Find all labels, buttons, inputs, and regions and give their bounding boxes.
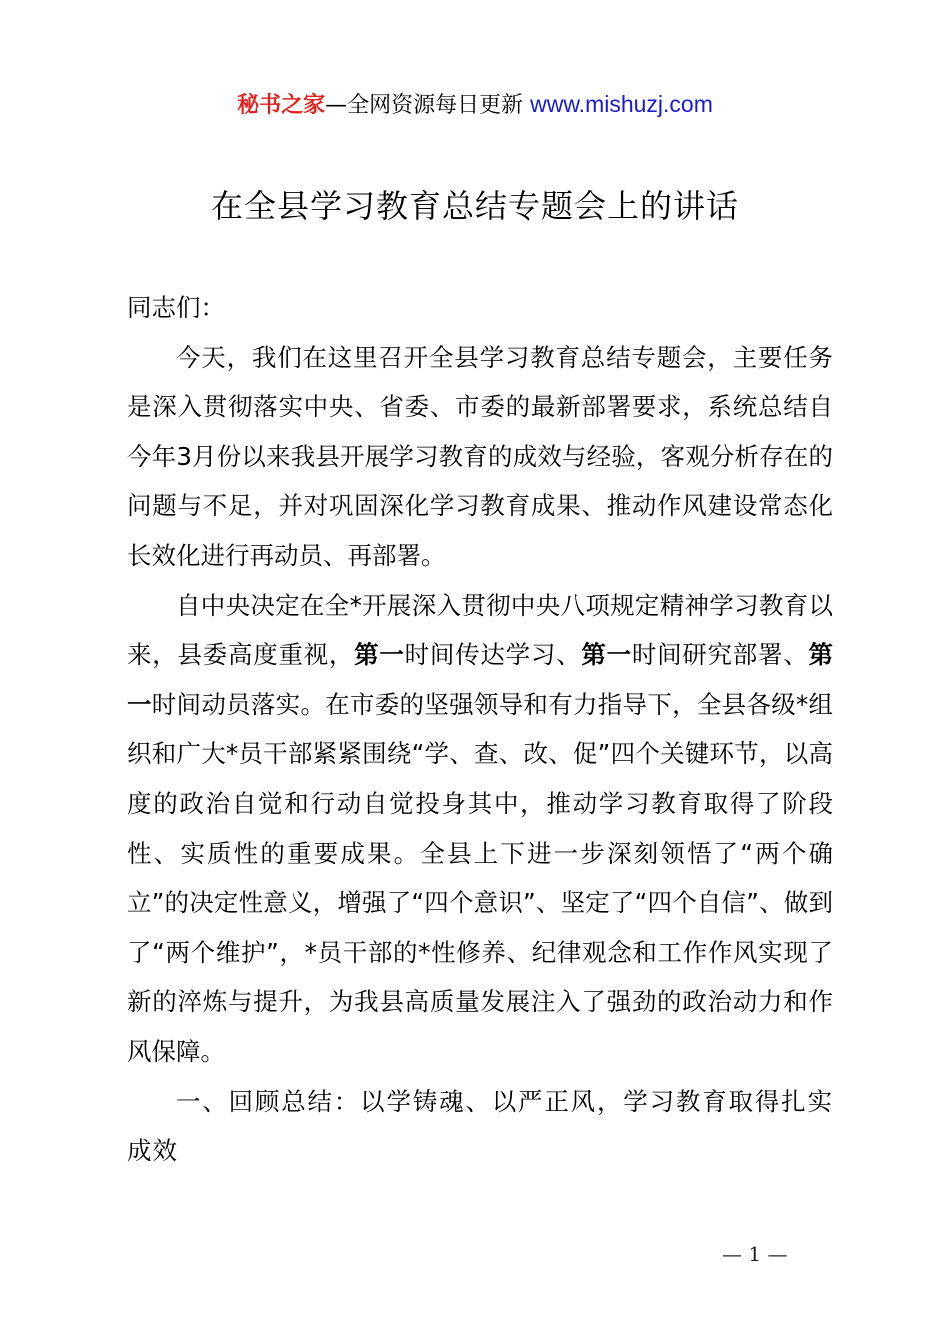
paragraph-opening: 今天，我们在这里召开全县学习教育总结专题会，主要任务是深入贯彻落实中央、省委、市委的最新部署要求，系统总结自今年3月份以来我县开展学习教育的成效与经验，客观分析存在的问题与不足，并对巩固深化学习教育成果、推动作风建设常态化长效化进行再动员、再部署。 <box>127 342 833 570</box>
page-number: — 1 — <box>722 1242 788 1266</box>
salutation: 同志们： <box>127 293 225 322</box>
emphasis-first-3: 第一 <box>127 640 834 719</box>
site-brand: 秘书之家 <box>237 93 326 118</box>
paragraph-achievements <box>127 581 833 1077</box>
site-tagline: —全网资源每日更新 <box>325 93 524 118</box>
document-body <box>127 283 833 1176</box>
paragraph-achievements-part-1: 自中央决定在全*开展深入贯彻中央八项规定精神学习教育以来，县委高度重视， <box>127 590 833 670</box>
paragraph-achievements-part-4: 时间动员落实。在市委的坚强领导和有力指导下，全县各级*组织和广大*员干部紧紧围绕“学、查、改、促”四个关键环节，以高度的政治自觉和行动自觉投身其中，推动学习教育取得了阶段性、实质性的重要成果。全县上下进一步深刻领悟了“两个确立”的决定性意义，增强了“四个意识”、坚定了“四个自信”、做到了“两个维护”，*员干部的*性修养、纪律观念和工作作风实现了新的淬炼与提升，为我县高质量发展注入了强劲的政治动力和作风保障。 <box>127 689 834 1066</box>
emphasis-first-1: 第一 <box>354 640 405 670</box>
section-heading-review: 一、回顾总结：以学铸魂、以严正风，学习教育取得扎实成效 <box>127 1086 833 1166</box>
site-header <box>0 88 950 122</box>
site-url-link[interactable]: www.mishuzj.com <box>530 91 713 117</box>
paragraph-achievements-part-3: 时间研究部署、 <box>631 640 809 670</box>
emphasis-first-2: 第一 <box>581 640 632 670</box>
paragraph-achievements-part-2: 时间传达学习、 <box>404 640 582 670</box>
document-title: 在全县学习教育总结专题会上的讲话 <box>210 187 739 225</box>
